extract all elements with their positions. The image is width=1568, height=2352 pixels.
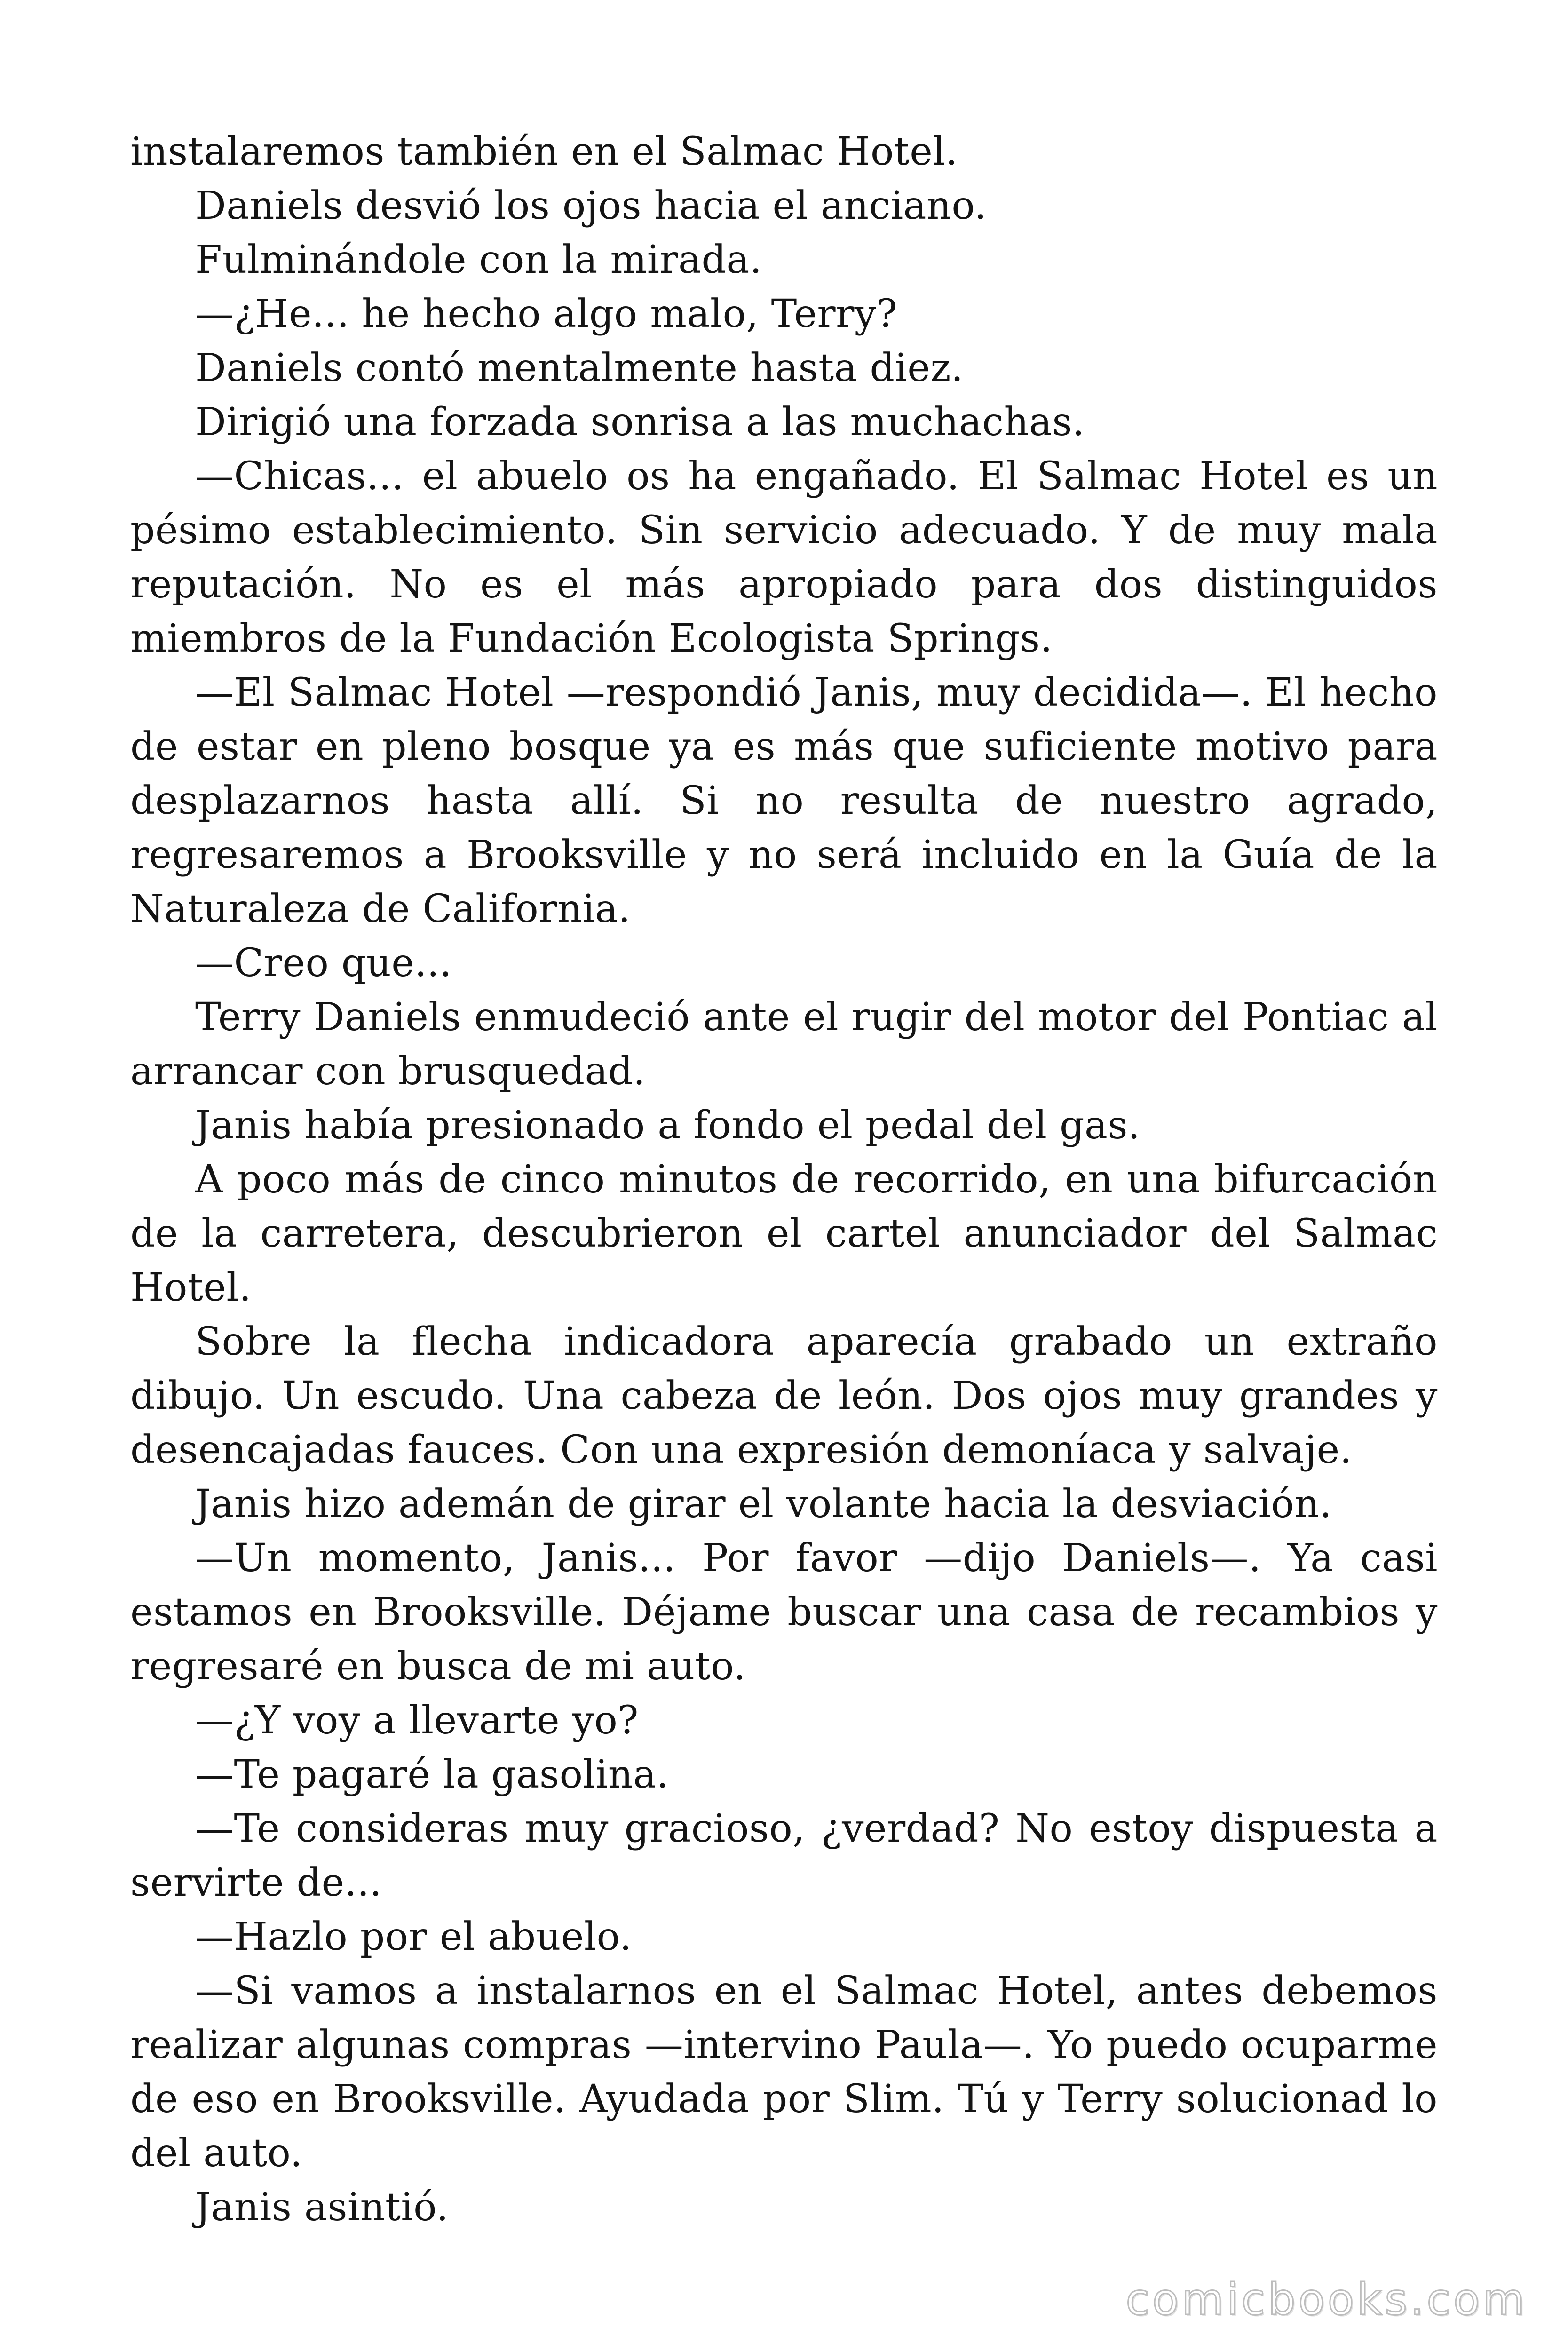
paragraph: —Chicas... el abuelo os ha engañado. El Salmac Hotel es un pésimo establecimiento. Sin servicio adecuado. Y de muy mala reputación. No es el más apropiado para dos distinguidos miembros de la Fundación Ecologista Springs. (130, 454, 1438, 661)
paragraph: Terry Daniels enmudeció ante el rugir del motor del Pontiac al arrancar con brusquedad. (130, 995, 1438, 1094)
paragraph: —Te consideras muy gracioso, ¿verdad? No estoy dispuesta a servirte de... (130, 1806, 1438, 1905)
paragraph: Fulminándole con la mirada. (195, 238, 762, 282)
paragraph: —Creo que... (195, 941, 452, 985)
paragraph: Janis asintió. (195, 2185, 449, 2230)
paragraph: —Hazlo por el abuelo. (195, 1915, 632, 1959)
paragraph: Dirigió una forzada sonrisa a las muchachas. (195, 400, 1085, 445)
book-page-text (130, 125, 1438, 2234)
paragraph: A poco más de cinco minutos de recorrido, en una bifurcación de la carretera, descubrieron el cartel anunciador del Salmac Hotel. (130, 1157, 1438, 1310)
paragraph: —Si vamos a instalarnos en el Salmac Hotel, antes debemos realizar algunas compras —intervino Paula—. Yo puedo ocuparme de eso en Brooksville. Ayudada por Slim. Tú y Terry solucionad lo del auto. (130, 1969, 1438, 2176)
paragraph: —Un momento, Janis... Por favor —dijo Daniels—. Ya casi estamos en Brooksville. Déjame buscar una casa de recambios y regresaré en busca de mi auto. (130, 1536, 1438, 1689)
paragraph: —¿He... he hecho algo malo, Terry? (195, 292, 898, 336)
paragraph: instalaremos también en el Salmac Hotel. (130, 129, 958, 174)
watermark: comicbooks.com (1125, 2274, 1528, 2325)
paragraph: Janis había presionado a fondo el pedal del gas. (195, 1103, 1140, 1148)
paragraph: —El Salmac Hotel —respondió Janis, muy decidida—. El hecho de estar en pleno bosque ya es más que suficiente motivo para desplazarnos hasta allí. Si no resulta de nuestro agrado, regresaremos a Brooksville y no será incluido en la Guía de la Naturaleza de California. (130, 670, 1438, 931)
paragraph: Daniels contó mentalmente hasta diez. (195, 346, 964, 390)
paragraph: —¿Y voy a llevarte yo? (195, 1698, 639, 1743)
paragraph: Sobre la flecha indicadora aparecía grabado un extraño dibujo. Un escudo. Una cabeza de león. Dos ojos muy grandes y desencajadas fauces. Con una expresión demoníaca y salvaje. (130, 1319, 1438, 1472)
paragraph: Janis hizo ademán de girar el volante hacia la desviación. (195, 1482, 1332, 1526)
paragraph: —Te pagaré la gasolina. (195, 1752, 669, 1797)
paragraph: Daniels desvió los ojos hacia el anciano. (195, 183, 987, 228)
